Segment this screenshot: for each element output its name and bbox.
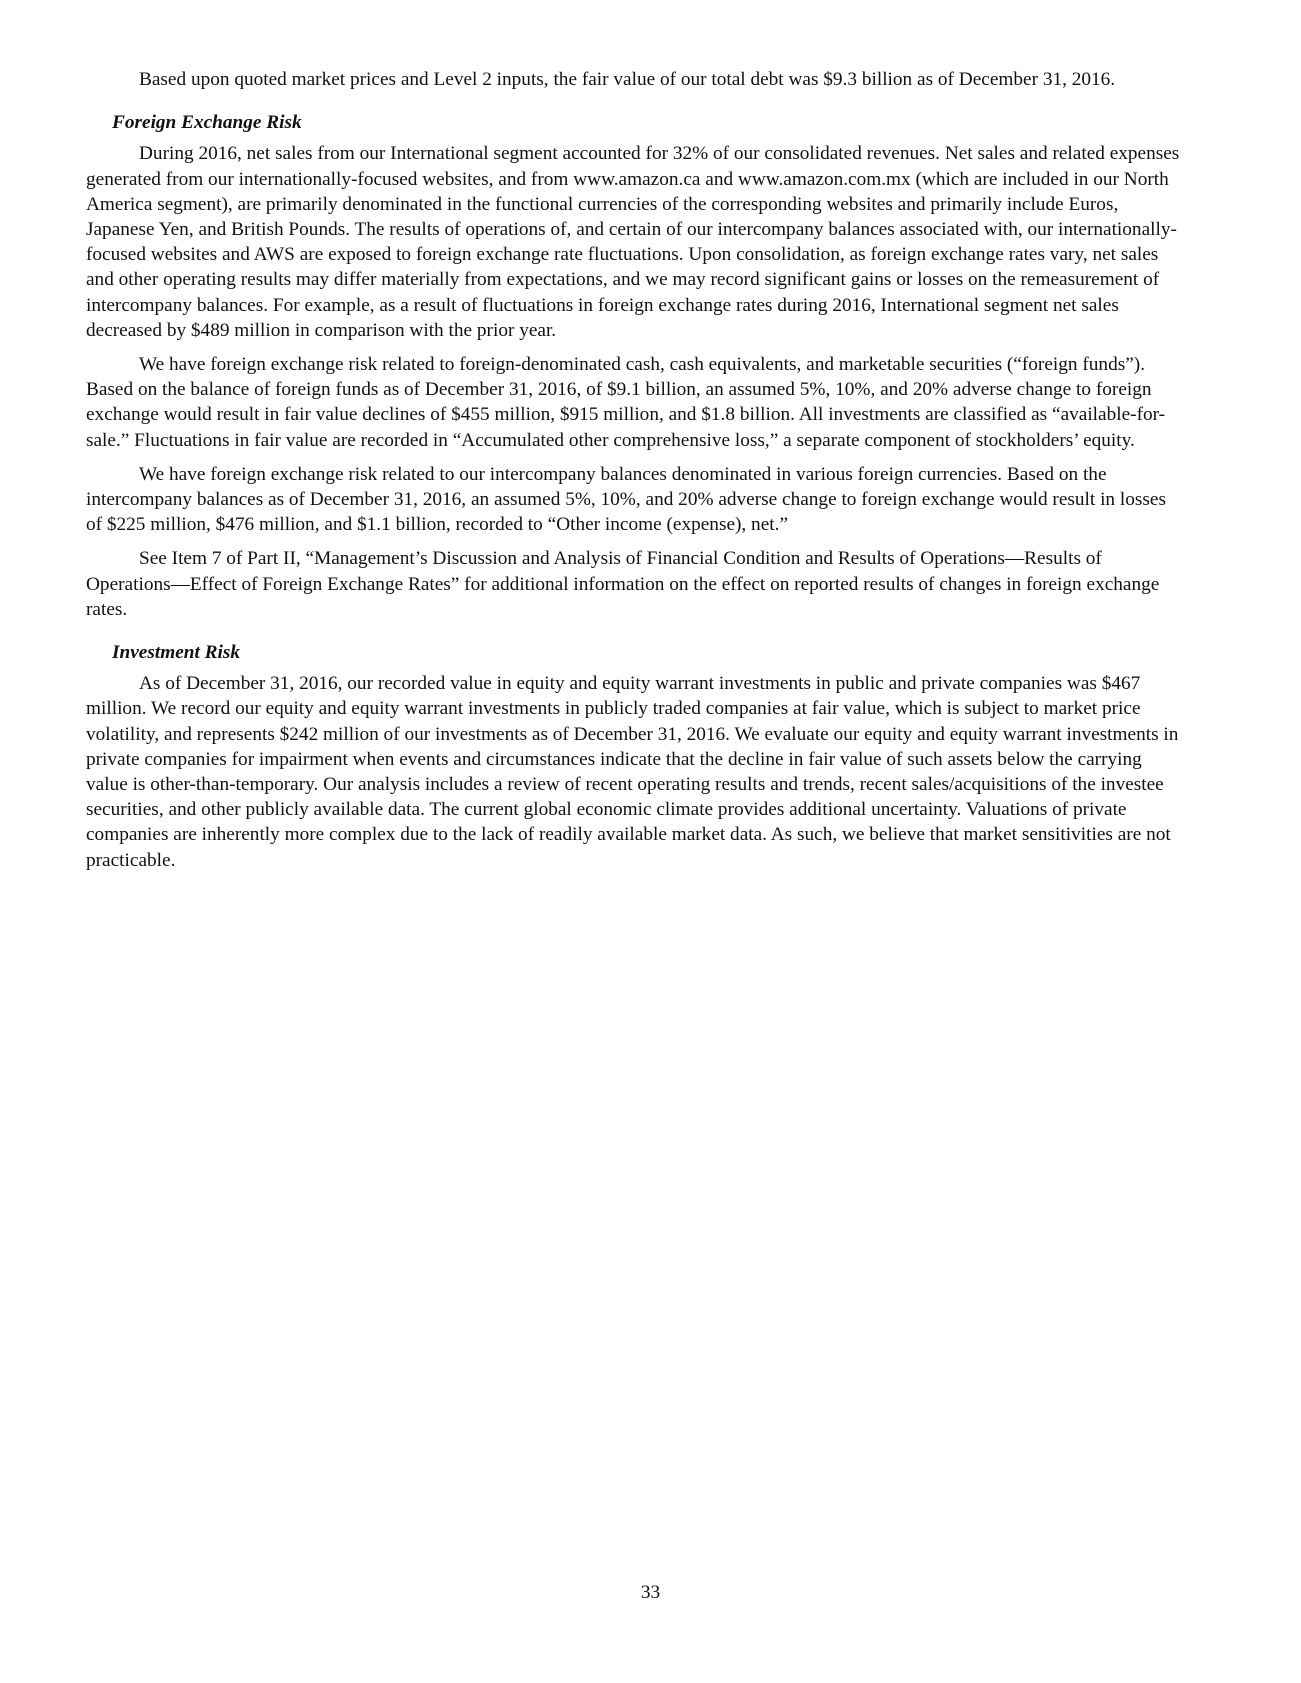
document-page	[86, 67, 1180, 882]
foreign-exchange-paragraph-3: We have foreign exchange risk related to our intercompany balances denominated in various foreign currencies. Based on the intercompany balances as of December 31, 2016, an assumed 5%, 10%, and 20% adverse change to foreign exchange would result in losses of $225 million, $476 million, and $1.1 billion, recorded to “Other income (expense), net.”	[86, 463, 1166, 536]
foreign-exchange-paragraph-1: During 2016, net sales from our International segment accounted for 32% of our consolidated revenues. Net sales and related expenses generated from our internationally-focused websites, and from www.amazon.ca and www.amazon.com.mx (which are included in our North America segment), are primarily denominated in the functional currencies of the corresponding websites and primarily include Euros, Japanese Yen, and British Pounds. The results of operations of, and certain of our intercompany balances associated with, our internationally-focused websites and AWS are exposed to foreign exchange rate fluctuations. Upon consolidation, as foreign exchange rates vary, net sales and other operating results may differ materially from expectations, and we may record significant gains or losses on the remeasurement of intercompany balances. For example, as a result of fluctuations in foreign exchange rates during 2016, International segment net sales decreased by $489 million in comparison with the prior year.	[86, 143, 1180, 341]
foreign-exchange-paragraph-2: We have foreign exchange risk related to foreign-denominated cash, cash equivalents, and marketable securities (“foreign funds”). Based on the balance of foreign funds as of December 31, 2016, of $9.1 billion, an assumed 5%, 10%, and 20% adverse change to foreign exchange would result in fair value declines of $455 million, $915 million, and $1.8 billion. All investments are classified as “available-for-sale.” Fluctuations in fair value are recorded in “Accumulated other comprehensive loss,” a separate component of stockholders’ equity.	[86, 354, 1166, 451]
investment-risk-paragraph: As of December 31, 2016, our recorded value in equity and equity warrant investments in public and private companies was $467 million. We record our equity and equity warrant investments in publicly traded companies at fair value, which is subject to market price volatility, and represents $242 million of our investments as of December 31, 2016. We evaluate our equity and equity warrant investments in private companies for impairment when events and circumstances indicate that the decline in fair value of such assets below the carrying value is other-than-temporary. Our analysis includes a review of recent operating results and trends, recent sales/acquisitions of the investee securities, and other publicly available data. The current global economic climate provides additional uncertainty. Valuations of private companies are inherently more complex due to the lack of readily available market data. As such, we believe that market sensitivities are not practicable.	[86, 673, 1179, 871]
foreign-exchange-risk-heading: Foreign Exchange Risk	[112, 112, 302, 134]
foreign-exchange-paragraph-4: See Item 7 of Part II, “Management’s Discussion and Analysis of Financial Condition and Results of Operations—Results of Operations—Effect of Foreign Exchange Rates” for additional information on the effect on reported results of changes in foreign exchange rates.	[86, 548, 1160, 620]
investment-risk-heading: Investment Risk	[112, 642, 241, 664]
page-number: 33	[640, 1582, 661, 1603]
fair-value-debt-paragraph: Based upon quoted market prices and Level 2 inputs, the fair value of our total debt was $9.3 billion as of December 31, 2016.	[139, 69, 1116, 90]
